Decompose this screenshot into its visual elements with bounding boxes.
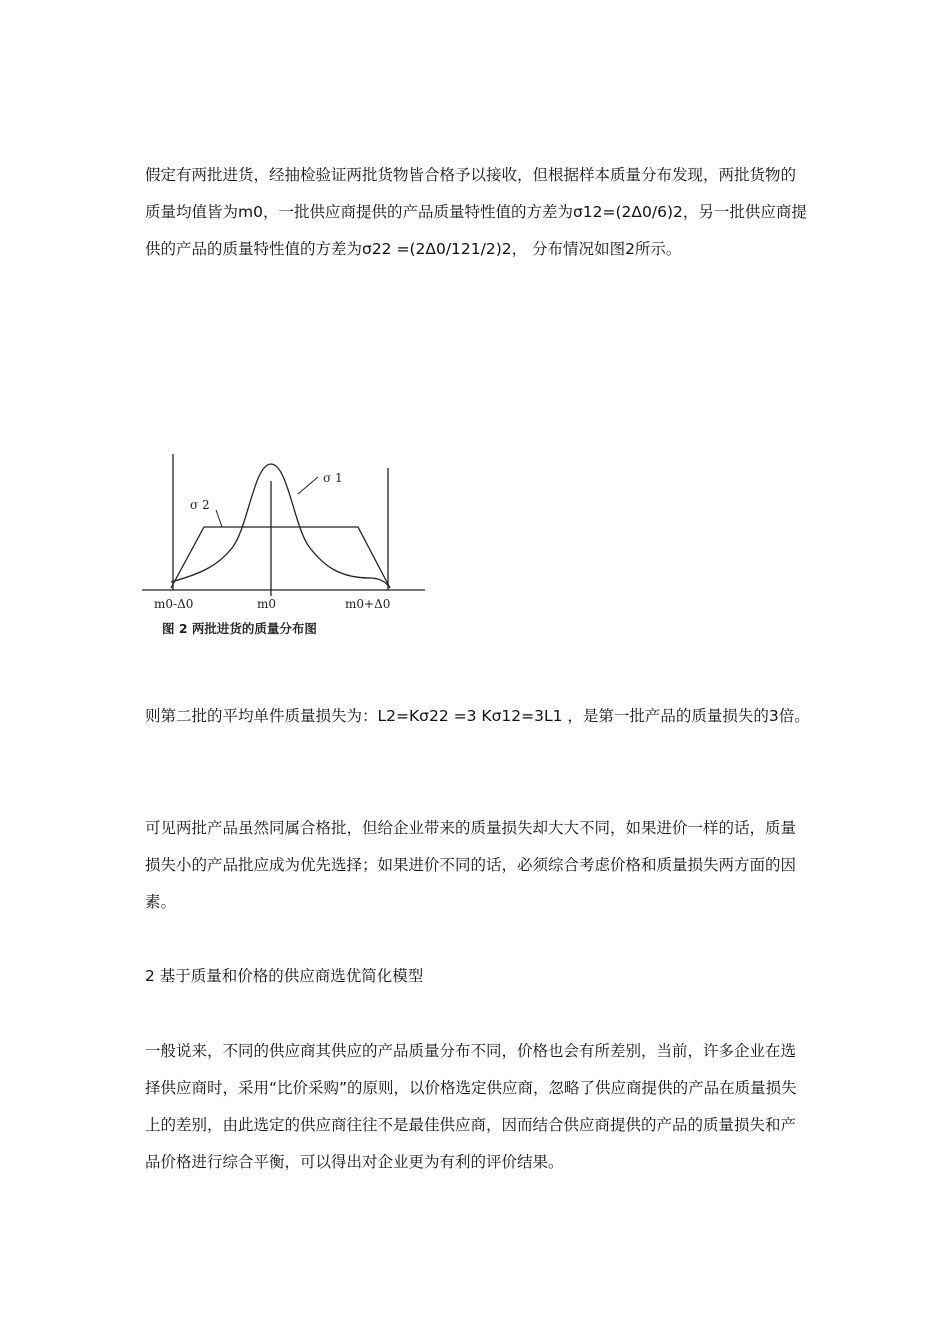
sigma1-curve <box>171 464 390 588</box>
paragraph-model-intro: 一般说来，不同的供应商其供应的产品质量分布不同，价格也会有所差别，当前，许多企业在选择供应商时，采用“比价采购”的原则，以价格选定供应商，忽略了供应商提供的产品在质量损失上的差别，由此选定的供应商往往不是最佳供应商，因而结合供应商提供的产品的质量损失和产品价格进行综合平衡，可以得出对企业更为有利的评价结果。 <box>145 1042 797 1171</box>
sigma2-curve <box>171 527 390 588</box>
tick-right-label: m0+Δ0 <box>345 597 391 611</box>
distribution-diagram <box>140 446 430 646</box>
tick-left-label: m0-Δ0 <box>154 597 194 611</box>
section-heading-2: 2 基于质量和价格的供应商选优简化模型 <box>145 967 424 985</box>
sigma1-label: σ 1 <box>323 471 343 485</box>
sigma2-pointer <box>216 510 222 527</box>
sigma2-label: σ 2 <box>190 498 210 512</box>
tick-center-label: m0 <box>257 597 277 611</box>
paragraph-conclusion: 可见两批产品虽然同属合格批，但给企业带来的质量损失却大大不同，如果进价一样的话，质量损失小的产品批应成为优先选择；如果进价不同的话，必须综合考虑价格和质量损失两方面的因素。 <box>145 819 797 911</box>
figure-caption: 图 2 两批进货的质量分布图 <box>162 621 317 636</box>
sigma1-pointer <box>298 477 318 494</box>
paragraph-loss-result: 则第二批的平均单件质量损失为：L2=Kσ22 =3 Kσ12=3L1 ，是第一批产品的质量损失的3倍。 <box>145 707 810 725</box>
figure-2-distribution <box>140 446 430 646</box>
paragraph-intro: 假定有两批进货，经抽检验证两批货物皆合格予以接收，但根据样本质量分布发现，两批货物的质量均值皆为m0，一批供应商提供的产品质量特性值的方差为σ12=(2Δ0/6)2，另一批供应商提供的产品的质量特性值的方差为σ22 =(2Δ0/121/2)2， 分布情况如图2所示。 <box>145 166 807 258</box>
